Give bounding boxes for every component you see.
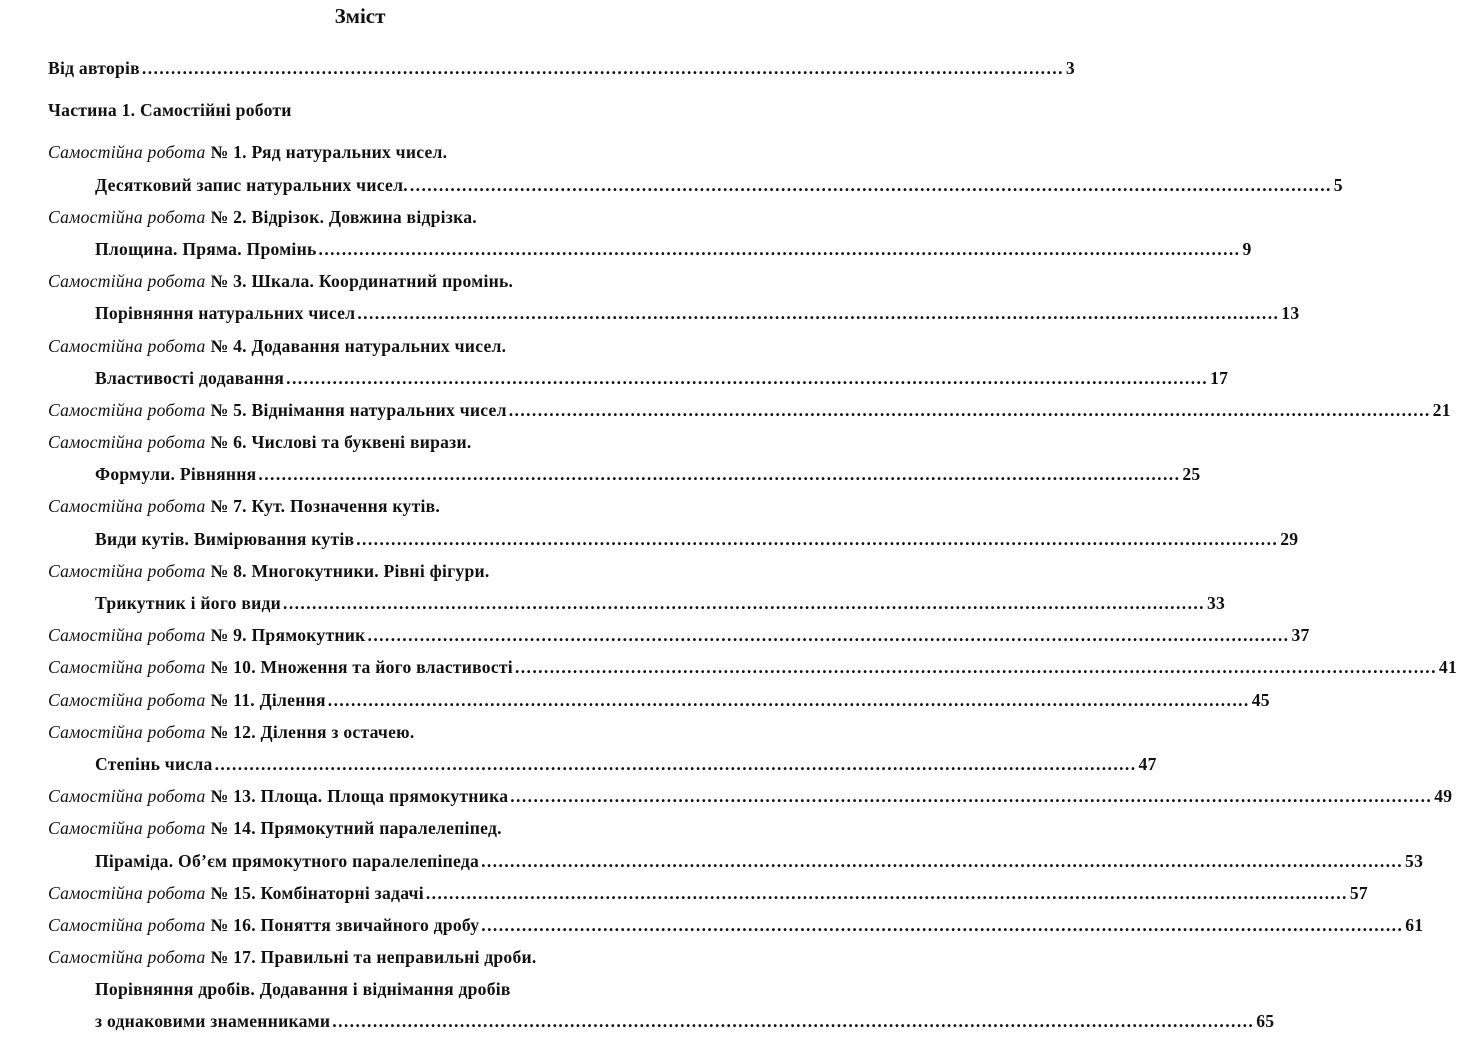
entry-text: Комбінаторні задачі bbox=[260, 882, 424, 903]
entry-text: Прямокутник bbox=[251, 625, 366, 646]
entry-text: Частина 1. Самостійні роботи bbox=[48, 100, 292, 121]
entry-text: Степінь числа bbox=[95, 753, 213, 774]
work-label: Самостійна робота bbox=[48, 271, 206, 292]
toc-entry bbox=[48, 716, 678, 748]
toc-entry bbox=[48, 619, 1310, 651]
work-label: Самостійна робота bbox=[48, 432, 206, 453]
entry-text: Ряд натуральних чисел. bbox=[251, 142, 448, 163]
toc-entry bbox=[48, 877, 1368, 909]
entry-text: Прямокутний паралелепіпед. bbox=[260, 818, 502, 839]
dot-leader bbox=[368, 619, 1290, 651]
work-label: Самостійна робота bbox=[48, 914, 206, 935]
dot-leader bbox=[258, 458, 1180, 490]
work-number: № 8. bbox=[210, 560, 247, 581]
entry-text: Види кутів. Вимірювання кутів bbox=[95, 528, 355, 549]
entry-text: Трикутник і його види bbox=[95, 593, 282, 613]
work-number: № 13. bbox=[210, 786, 256, 807]
entry-text: Ділення bbox=[259, 689, 326, 710]
work-number: № 14. bbox=[210, 818, 256, 839]
page-number: 29 bbox=[1280, 528, 1299, 549]
work-label: Самостійна робота bbox=[48, 689, 206, 710]
dot-leader bbox=[142, 52, 1064, 84]
work-number: № 1. bbox=[210, 142, 247, 163]
dot-leader bbox=[515, 651, 1437, 683]
dot-leader bbox=[410, 169, 1332, 201]
entry-text: Шкала. Координатний промінь. bbox=[251, 271, 514, 292]
entry-text: Числові та буквені вирази. bbox=[251, 432, 472, 453]
toc-entry bbox=[48, 394, 1451, 426]
work-label: Самостійна робота bbox=[48, 142, 206, 163]
page-number: 5 bbox=[1333, 174, 1343, 195]
work-number: № 2. bbox=[210, 206, 247, 227]
work-label: Самостійна робота bbox=[48, 496, 206, 517]
page-number: 57 bbox=[1349, 882, 1368, 903]
toc-entry bbox=[48, 330, 678, 362]
toc-entry-continuation bbox=[48, 748, 1157, 780]
page-number: 13 bbox=[1281, 303, 1300, 324]
entry-text: Площа. Площа прямокутника bbox=[260, 786, 509, 807]
toc-entry-continuation bbox=[48, 458, 1201, 490]
page-number: 47 bbox=[1138, 753, 1157, 774]
work-label: Самостійна робота bbox=[48, 206, 206, 227]
work-label: Самостійна робота bbox=[48, 399, 206, 420]
entry-text: з однаковими знаменниками bbox=[95, 1011, 331, 1032]
dot-leader bbox=[481, 909, 1403, 941]
entry-text: Порівняння дробів. Додавання і віднімання дробів bbox=[95, 979, 511, 1000]
entry-text: Формули. Рівняння bbox=[95, 464, 257, 485]
entry-text: Множення та його властивості bbox=[260, 657, 513, 678]
work-number: № 6. bbox=[210, 432, 247, 453]
table-of-contents bbox=[48, 52, 1457, 1038]
work-label: Самостійна робота bbox=[48, 882, 206, 903]
entry-text: Правильні та неправильні дроби. bbox=[260, 947, 537, 968]
entry-text: Піраміда. Об’єм прямокутного паралелепіпеда bbox=[95, 850, 480, 871]
entry-text: Віднімання натуральних чисел bbox=[251, 399, 507, 420]
toc-entry-continuation bbox=[48, 523, 1299, 555]
toc-entry bbox=[48, 136, 678, 168]
dot-leader bbox=[357, 297, 1279, 329]
entry-text: Від авторів bbox=[48, 58, 140, 78]
toc-entry bbox=[48, 201, 678, 233]
toc-entry bbox=[48, 555, 678, 587]
work-label: Самостійна робота bbox=[48, 786, 206, 807]
entry-text: Відрізок. Довжина відрізка. bbox=[251, 206, 477, 227]
toc-entry bbox=[48, 490, 678, 522]
entry-text: Многокутники. Рівні фігури. bbox=[251, 560, 490, 581]
page-number: 49 bbox=[1434, 786, 1453, 807]
page-number: 41 bbox=[1438, 657, 1457, 678]
toc-entry-continuation bbox=[48, 845, 1424, 877]
toc-entry-continuation bbox=[48, 169, 1343, 201]
toc-entry bbox=[48, 265, 678, 297]
toc-entry-continuation bbox=[48, 1005, 1275, 1037]
toc-entry bbox=[48, 651, 1457, 683]
toc-entry-continuation bbox=[48, 587, 1226, 619]
dot-leader bbox=[356, 523, 1278, 555]
entry-text: Десятковий запис натуральних чисел. bbox=[95, 174, 408, 195]
work-number: № 15. bbox=[210, 882, 256, 903]
toc-entry bbox=[48, 426, 678, 458]
work-label: Самостійна робота bbox=[48, 818, 206, 839]
work-number: № 17. bbox=[210, 947, 256, 968]
dot-leader bbox=[319, 233, 1241, 265]
work-number: № 16. bbox=[210, 914, 256, 935]
part-heading bbox=[48, 94, 678, 126]
toc-entry-continuation bbox=[48, 362, 1229, 394]
page-number: 61 bbox=[1405, 914, 1424, 935]
work-label: Самостійна робота bbox=[48, 947, 206, 968]
work-number: № 10. bbox=[210, 657, 256, 678]
dot-leader bbox=[332, 1005, 1254, 1037]
work-number: № 5. bbox=[210, 399, 247, 420]
toc-entry bbox=[48, 780, 1453, 812]
work-number: № 4. bbox=[210, 335, 247, 356]
work-label: Самостійна робота bbox=[48, 721, 206, 742]
toc-entry bbox=[48, 941, 678, 973]
dot-leader bbox=[328, 684, 1250, 716]
work-number: № 7. bbox=[210, 496, 247, 517]
work-label: Самостійна робота bbox=[48, 560, 206, 581]
page-number: 3 bbox=[1065, 58, 1075, 78]
toc-entry bbox=[48, 684, 1270, 716]
page-number: 45 bbox=[1251, 689, 1270, 710]
toc-entry bbox=[48, 909, 1424, 941]
dot-leader bbox=[426, 877, 1348, 909]
toc-entry bbox=[48, 812, 678, 844]
dot-leader bbox=[286, 362, 1208, 394]
toc-entry-continuation bbox=[48, 233, 1252, 265]
toc-entry-continuation bbox=[48, 297, 1300, 329]
work-number: № 3. bbox=[210, 271, 247, 292]
page-number: 17 bbox=[1210, 367, 1229, 388]
dot-leader bbox=[283, 587, 1205, 619]
page-title: Зміст bbox=[334, 4, 386, 28]
entry-text: Властивості додавання bbox=[95, 367, 285, 388]
work-label: Самостійна робота bbox=[48, 657, 206, 678]
dot-leader bbox=[481, 845, 1403, 877]
page-number: 37 bbox=[1291, 625, 1310, 646]
toc-entry bbox=[48, 52, 1075, 84]
work-number: № 11. bbox=[210, 689, 255, 710]
entry-text: Додавання натуральних чисел. bbox=[251, 335, 507, 356]
entry-text: Поняття звичайного дробу bbox=[260, 914, 480, 935]
work-label: Самостійна робота bbox=[48, 625, 206, 646]
work-number: № 9. bbox=[210, 625, 247, 646]
entry-text: Ділення з остачею. bbox=[260, 721, 415, 742]
page-number: 21 bbox=[1432, 399, 1451, 420]
toc-entry-continuation bbox=[48, 973, 678, 1005]
work-number: № 12. bbox=[210, 721, 256, 742]
entry-text: Площина. Пряма. Промінь bbox=[95, 238, 317, 259]
page-number: 65 bbox=[1256, 1011, 1275, 1032]
dot-leader bbox=[215, 748, 1137, 780]
entry-text: Кут. Позначення кутів. bbox=[251, 496, 441, 517]
dot-leader bbox=[509, 394, 1431, 426]
work-label: Самостійна робота bbox=[48, 335, 206, 356]
page-number: 53 bbox=[1405, 850, 1424, 871]
page-number: 9 bbox=[1242, 238, 1252, 259]
entry-text: Порівняння натуральних чисел bbox=[95, 303, 356, 324]
page-number: 25 bbox=[1182, 464, 1201, 485]
page-number: 33 bbox=[1206, 593, 1226, 613]
dot-leader bbox=[510, 780, 1432, 812]
